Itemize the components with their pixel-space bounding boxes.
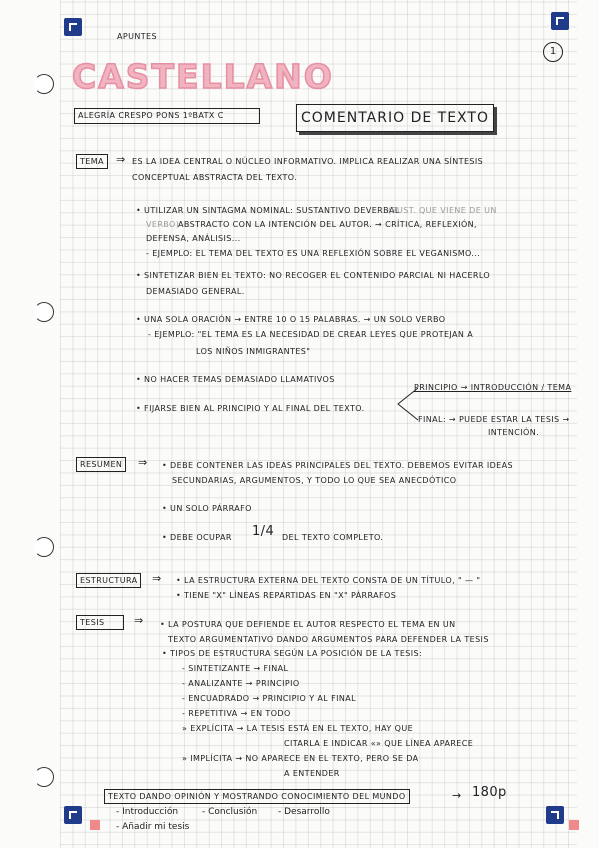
- tema-bullet: • SINTETIZAR BIEN EL TEXTO: NO RECOGER EL CONTENIDO PARCIAL NI HACERLO: [136, 271, 491, 280]
- tema-bullet-cont: DEFENSA, ANÁLISIS...: [146, 234, 241, 243]
- footer-item: - Añadir mi tesis: [116, 822, 190, 832]
- subject-title: CASTELLANO: [72, 57, 334, 96]
- tesis-type-cont: CITARLA E INDICAR «» QUE LÍNEA APARECE: [284, 739, 474, 748]
- resumen-bullet-cont: SECUNDARIAS, ARGUMENTOS, Y TODO LO QUE SEA ANECDÓTICO: [172, 476, 457, 485]
- tema-bullet: • UTILIZAR UN SINTAGMA NOMINAL: SUSTANTIVO DEVERBAL: [136, 206, 400, 215]
- arrow-icon: ⇒: [116, 153, 126, 166]
- estructura-bullet: • TIENE "X" LÍNEAS REPARTIDAS EN "X" PÁRRAFOS: [176, 591, 397, 600]
- binder-hole: [34, 767, 54, 787]
- binder-hole: [34, 74, 54, 94]
- page-margin: [0, 0, 60, 848]
- tesis-type: » IMPLÍCITA → NO APARECE EN EL TEXTO, PERO SE DA: [182, 754, 419, 763]
- section-label-tema: TEMA: [76, 154, 108, 169]
- footer-item: - Desarrollo: [278, 807, 330, 817]
- resumen-bullet-cont: DEL TEXTO COMPLETO.: [282, 533, 384, 542]
- header-label: APUNTES: [117, 32, 157, 41]
- tesis-type: - ENCUADRADO → PRINCIPIO Y AL FINAL: [182, 694, 356, 703]
- topic-title: COMENTARIO DE TEXTO: [296, 104, 494, 132]
- page-right-edge: [577, 0, 599, 848]
- corner-mark-icon: [551, 12, 569, 30]
- footer-item: - Conclusión: [202, 807, 258, 817]
- corner-mark-icon: [64, 18, 82, 36]
- tema-bullet: • NO HACER TEMAS DEMASIADO LLAMATIVOS: [136, 375, 335, 384]
- student-name: ALEGRÍA CRESPO PONS 1ºBATX C: [74, 108, 260, 124]
- pink-mark: [90, 820, 100, 830]
- tema-note: VERBO): [146, 220, 180, 229]
- tema-note: (SUST. QUE VIENE DE UN: [388, 206, 497, 215]
- word-count: 180p: [472, 785, 507, 800]
- branch-start: PRINCIPIO → INTRODUCCIÓN / TEMA: [414, 383, 572, 392]
- arrow-icon: →: [452, 789, 462, 802]
- footer-box: TEXTO DANDO OPINIÓN Y MOSTRANDO CONOCIMIENTO DEL MUNDO: [104, 789, 410, 804]
- tema-definition: ES LA IDEA CENTRAL O NÚCLEO INFORMATIVO. IMPLICA REALIZAR UNA SÍNTESIS: [132, 157, 484, 166]
- tema-example-cont: LOS NIÑOS INMIGRANTES": [196, 347, 311, 356]
- resumen-bullet: • UN SOLO PÁRRAFO: [162, 504, 252, 513]
- pink-mark: [569, 820, 579, 830]
- section-label-estructura: ESTRUCTURA: [76, 573, 141, 588]
- corner-mark-icon: [546, 806, 564, 824]
- corner-mark-icon: [64, 806, 82, 824]
- tesis-type: - REPETITIVA → EN TODO: [182, 709, 291, 718]
- page-number: 1: [543, 42, 563, 62]
- binder-hole: [34, 302, 54, 322]
- tesis-type: » EXPLÍCITA → LA TESIS ESTÁ EN EL TEXTO, HAY QUE: [182, 724, 414, 733]
- tema-bullet-cont: DEMASIADO GENERAL.: [146, 287, 245, 296]
- tema-definition-cont: CONCEPTUAL ABSTRACTA DEL TEXTO.: [132, 173, 298, 182]
- footer-item: - Introducción: [116, 807, 179, 817]
- tema-bullet-cont: ABSTRACTO CON LA INTENCIÓN DEL AUTOR. → CRÍTICA, REFLEXIÓN,: [178, 220, 477, 229]
- tema-bullet: • FIJARSE BIEN AL PRINCIPIO Y AL FINAL DEL TEXTO.: [136, 404, 365, 413]
- resumen-bullet: • DEBE CONTENER LAS IDEAS PRINCIPALES DEL TEXTO. DEBEMOS EVITAR IDEAS: [162, 461, 513, 470]
- tesis-bullet: • LA POSTURA QUE DEFIENDE EL AUTOR RESPECTO EL TEMA EN UN: [160, 620, 456, 629]
- estructura-bullet: • LA ESTRUCTURA EXTERNA DEL TEXTO CONSTA DE UN TÍTULO, " — ": [176, 576, 481, 585]
- tesis-bullet-cont: TEXTO ARGUMENTATIVO DANDO ARGUMENTOS PARA DEFENDER LA TESIS: [168, 635, 489, 644]
- arrow-icon: ⇒: [134, 614, 144, 627]
- branch-end-cont: INTENCIÓN.: [488, 428, 540, 437]
- tema-example: - EJEMPLO: "EL TEMA ES LA NECESIDAD DE CREAR LEYES QUE PROTEJAN A: [148, 330, 474, 339]
- section-label-resumen: RESUMEN: [76, 457, 126, 472]
- tesis-type: - SINTETIZANTE → FINAL: [182, 664, 289, 673]
- arrow-icon: ⇒: [152, 572, 162, 585]
- tesis-type: - ANALIZANTE → PRINCIPIO: [182, 679, 300, 688]
- tema-bullet: • UNA SOLA ORACIÓN → ENTRE 10 O 15 PALABRAS. → UN SOLO VERBO: [136, 315, 446, 324]
- section-label-tesis: TESIS: [76, 615, 124, 630]
- tema-example: - EJEMPLO: EL TEMA DEL TEXTO ES UNA REFLEXIÓN SOBRE EL VEGANISMO...: [146, 249, 481, 258]
- resumen-bullet: • DEBE OCUPAR: [162, 533, 232, 542]
- branch-end: FINAL: → PUEDE ESTAR LA TESIS →: [418, 415, 570, 424]
- fraction: 1/4: [252, 524, 275, 539]
- binder-hole: [34, 537, 54, 557]
- tesis-type-cont: A ENTENDER: [284, 769, 340, 778]
- tesis-bullet: • TIPOS DE ESTRUCTURA SEGÚN LA POSICIÓN DE LA TESIS:: [162, 649, 423, 658]
- arrow-icon: ⇒: [138, 456, 148, 469]
